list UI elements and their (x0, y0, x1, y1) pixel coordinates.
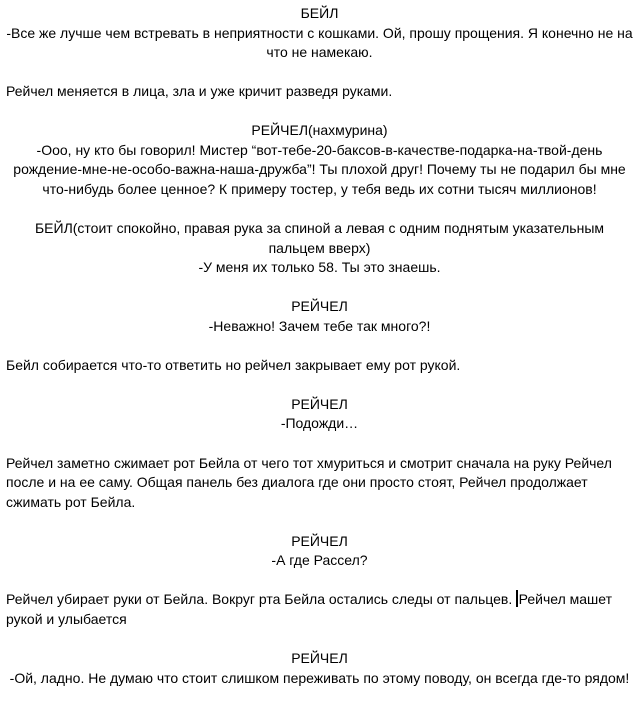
dialogue-text[interactable]: -Все же лучше чем встревать в неприятности с кошками. Ой, прошу прощения. Я конечно не на что не намекаю. (6, 24, 637, 61)
action-text[interactable] (6, 590, 633, 629)
script-block (6, 219, 633, 278)
character-name[interactable]: БЕЙЛ(стоит спокойно, правая рука за спиной а левая с одним поднятым указательным пальцем вверх) (34, 220, 608, 256)
script-block (6, 297, 633, 336)
character-name[interactable]: БЕЙЛ (300, 5, 339, 21)
action-text[interactable]: Рейчел заметно сжимает рот Бейла от чего тот хмуриться и смотрит сначала на руку Рейчел после и на ее саму. Общая панель без диалога где они просто стоят, Рейчел продолжает сжимать рот Бейла. (6, 454, 616, 510)
text-segment: Рейчел убирает руки от Бейла. Вокруг рта Бейла остались следы от пальцев. (6, 591, 517, 608)
dialogue-text[interactable]: -А где Рассел? (271, 552, 368, 569)
script-block (6, 532, 633, 571)
text-cursor (516, 590, 518, 607)
script-block (6, 395, 633, 434)
character-name[interactable]: РЕЙЧЕЛ (291, 298, 348, 315)
character-name[interactable]: РЕЙЧЕЛ(нахмурина) (251, 122, 388, 139)
dialogue-text[interactable]: -Неважно! Зачем тебе так много?! (208, 317, 431, 334)
dialogue-text[interactable]: -Ооо, ну кто бы говорил! Мистер “вот-тебе-20-баксов-в-качестве-подарка-на-твой-день рождение-мне-не-особо-важна-наша-дружба”! Ты плохой друг! Почему ты не подарил бы мне что-нибудь более ценное? К примеру тостер, у тебя ведь их сотни тысяч миллионов! (13, 141, 630, 197)
script-block (6, 121, 633, 199)
dialogue-text[interactable]: -Подожди… (280, 415, 359, 432)
character-name[interactable]: РЕЙЧЕЛ (291, 650, 348, 667)
character-name[interactable]: РЕЙЧЕЛ (291, 532, 348, 549)
action-text[interactable]: Рейчел меняется в лица, зла и уже кричит разведя руками. (6, 83, 393, 100)
dialogue-text[interactable]: -У меня их только 58. Ты это знаешь. (198, 259, 441, 276)
script-block (6, 590, 633, 629)
script-block (6, 649, 633, 688)
character-name[interactable]: РЕЙЧЕЛ (291, 395, 348, 412)
action-text[interactable]: Бейл собирается что-то ответить но рейчел закрывает ему рот рукой. (6, 356, 461, 373)
script-block (6, 4, 637, 63)
script-block (6, 82, 633, 102)
script-block (6, 454, 633, 513)
script-block (6, 356, 633, 376)
dialogue-text[interactable]: -Ой, ладно. Не думаю что стоит слишком переживать по этому поводу, он всегда где-то рядом! (9, 669, 630, 686)
text-segment: Рейчел машет рукой и улыбается (6, 591, 616, 627)
